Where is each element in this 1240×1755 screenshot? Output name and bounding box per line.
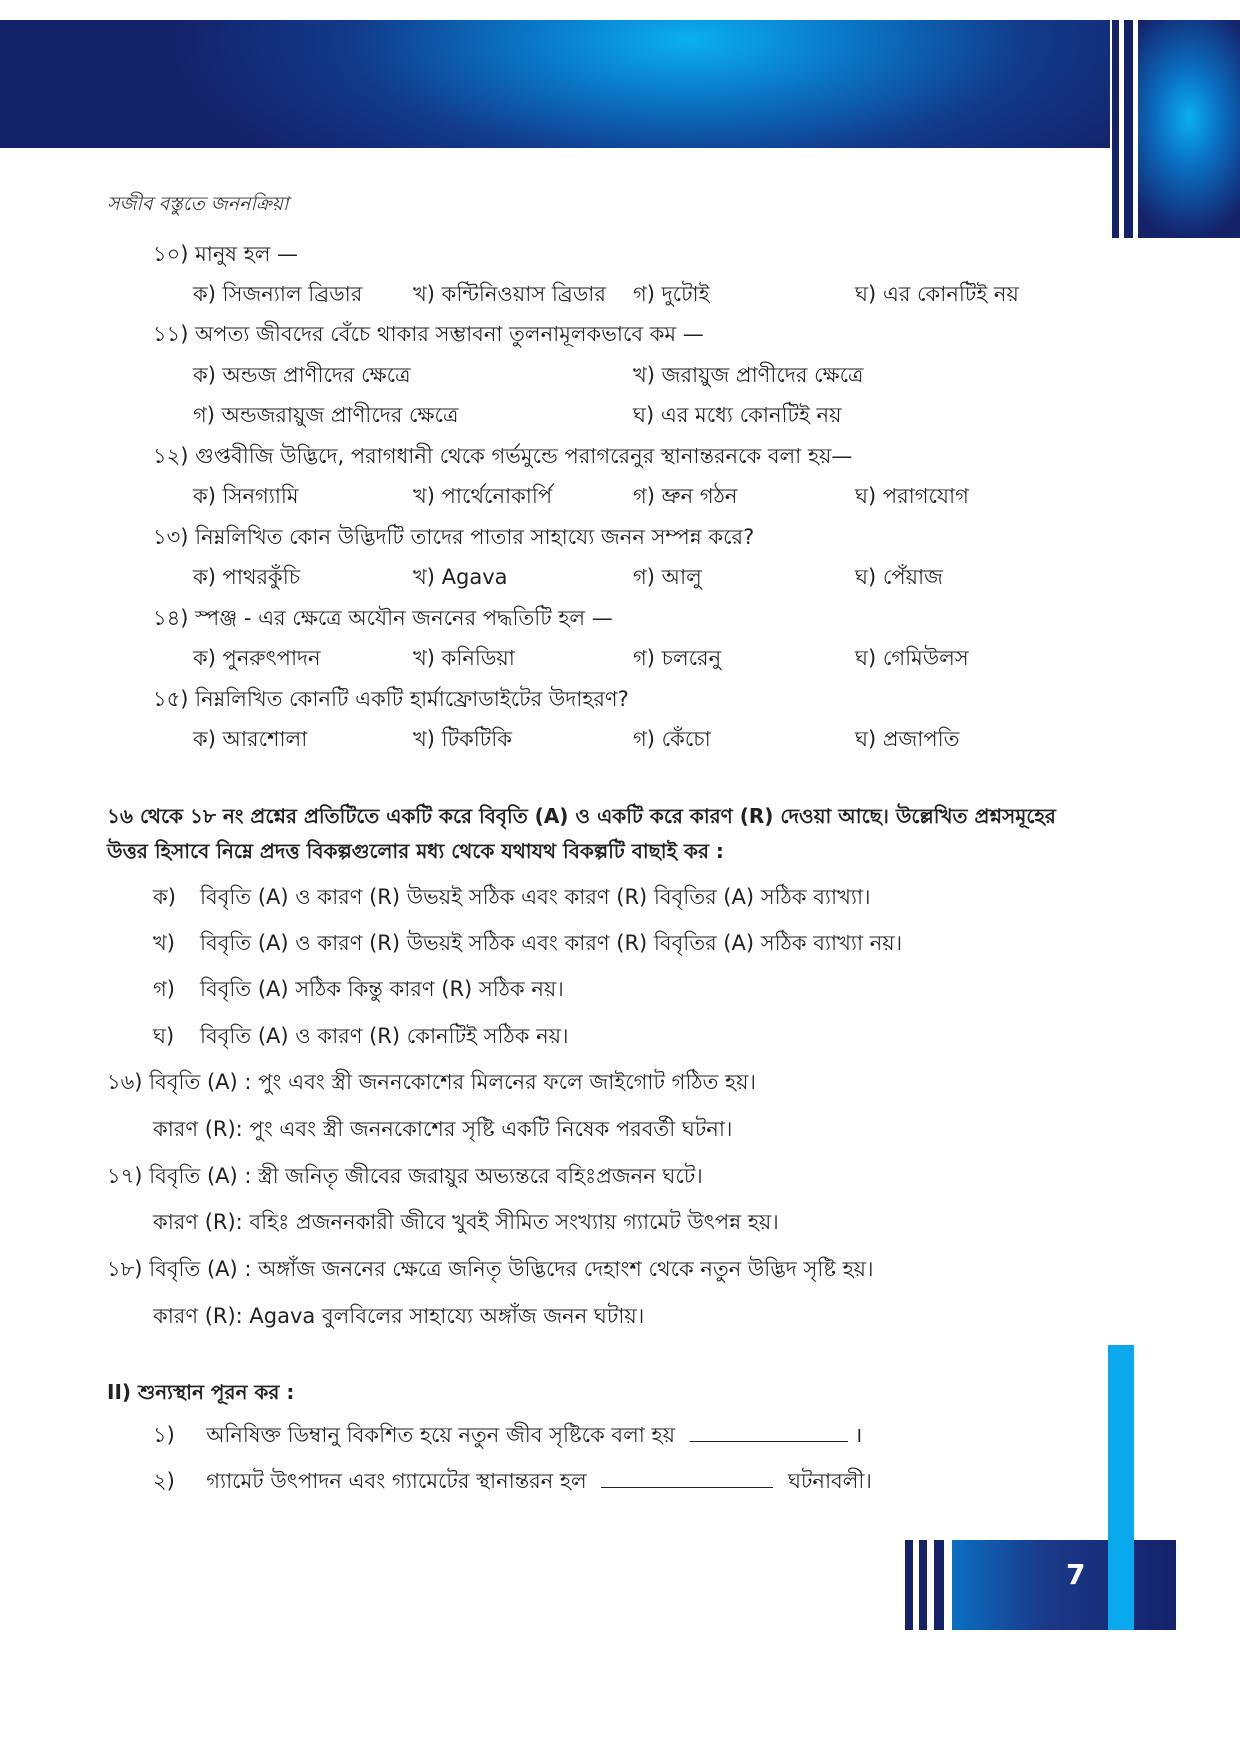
header-corner-box [1138,20,1240,238]
ar-option-key: ক) [153,885,176,909]
option: ক) অন্ডজ প্রাণীদের ক্ষেত্রে [193,363,411,387]
fill-item-text: অনিষিক্ত ডিম্বানু বিকশিত হয়ে নতুন জীব সৃষ্টিকে বলা হয় [206,1423,675,1447]
option: গ) আলু [633,565,702,589]
fill-item-number: ১) [153,1423,175,1447]
option: ঘ) প্রজাপতি [855,727,960,751]
ar-option-text: বিবৃতি (A) ও কারণ (R) উভয়ই সঠিক এবং কারণ (R) বিবৃতির (A) সঠিক ব্যাখ্যা নয়। [200,931,903,955]
header-banner [0,20,1110,148]
fill-item-suffix: ঘটনাবলী। [788,1469,872,1493]
option: ঘ) পেঁয়াজ [855,565,943,589]
option: ক) আরশোলা [193,727,308,751]
question-stem: ১২) গুপ্তবীজি উদ্ভিদে, পরাগধানী থেকে গর্ভমুন্ডে পরাগরেনুর স্থানান্তরনকে বলা হয়— [153,444,853,468]
option: খ) পার্থেনোকার্পি [413,484,553,508]
footer-stripe [934,1540,944,1630]
option: ক) পাথরকুঁচি [193,565,301,589]
ar-statement: ১৮) বিবৃতি (A) : অঙ্গাঁজ জননের ক্ষেত্রে জনিতৃ উদ্ভিদের দেহাংশ থেকে নতুন উদ্ভিদ সৃষ্টি হয়। [107,1257,874,1281]
ar-option-text: বিবৃতি (A) ও কারণ (R) কোনটিই সঠিক নয়। [200,1024,569,1048]
fill-item-text: গ্যামেট উৎপাদন এবং গ্যামেটের স্থানান্তরন হল [206,1469,587,1493]
option: খ) কন্টিনিওয়াস ব্রিডার [413,282,606,306]
fill-item [153,1425,862,1446]
option: ক) পুনরুৎপাদন [193,646,321,670]
fill-item-number: ২) [153,1469,175,1493]
blank-field[interactable] [690,1440,848,1442]
ar-reason: কারণ (R): Agava বুলবিলের সাহায্যে অঙ্গাঁজ জনন ঘটায়। [153,1304,645,1328]
option: খ) জরায়ুজ প্রাণীদের ক্ষেত্রে [633,363,864,387]
footer-stripe [919,1540,927,1630]
option: ঘ) পরাগযোগ [855,484,969,508]
ar-option-key: গ) [153,977,175,1001]
option: ঘ) এর মধ্যে কোনটিই নয় [633,403,842,427]
instruction-line: ১৬ থেকে ১৮ নং প্রশ্নের প্রতিটিতে একটি করে বিবৃতি (A) ও একটি করে কারণ (R) দেওয়া আছে। উল্লেখিত প্রশ্নসমূহের [107,804,1056,828]
blank-field[interactable] [601,1486,773,1488]
question-stem: ১০) মানুষ হল — [153,242,299,266]
ar-option-text: বিবৃতি (A) ও কারণ (R) উভয়ই সঠিক এবং কারণ (R) বিবৃতির (A) সঠিক ব্যাখ্যা। [200,885,871,909]
ar-reason: কারণ (R): পুং এবং স্ত্রী জননকোশের সৃষ্টি একটি নিষেক পরবর্তী ঘটনা। [153,1117,733,1141]
footer-cyan-bar [1108,1540,1134,1630]
option: গ) দুটোই [633,282,710,306]
option: গ) কেঁচো [633,727,711,751]
option: গ) ভ্রুন গঠন [633,484,738,508]
option: ঘ) এর কোনটিই নয় [855,282,1019,306]
fill-item [153,1471,872,1492]
ar-option-text: বিবৃতি (A) সঠিক কিন্তু কারণ (R) সঠিক নয়। [200,977,564,1001]
option: গ) অন্ডজরায়ুজ প্রাণীদের ক্ষেত্রে [193,403,459,427]
question-stem: ১১) অপত্য জীবদের বেঁচে থাকার সম্ভাবনা তুলনামূলকভাবে কম — [153,322,704,346]
option: ঘ) গেমিউলস [855,646,969,670]
question-stem: ১৪) স্পঞ্জ - এর ক্ষেত্রে অযৌন জননের পদ্ধতিটি হল — [153,606,613,630]
ar-reason: কারণ (R): বহিঃ প্রজননকারী জীবে খুবই সীমিত সংখ্যায় গ্যামেট উৎপন্ন হয়। [153,1210,779,1234]
option: খ) কনিডিয়া [413,646,515,670]
fill-item-suffix: । [854,1423,863,1447]
section-heading: II) শুন্যস্থান পূরন কর : [107,1380,295,1404]
option: খ) Agava [413,565,508,589]
header-stripe [1112,20,1119,238]
footer-stripe [905,1540,913,1630]
ar-statement: ১৭) বিবৃতি (A) : স্ত্রী জনিতৃ জীবের জরায়ুর অভ্যন্তরে বহিঃপ্রজনন ঘটে। [107,1164,703,1188]
ar-option-key: ঘ) [153,1024,175,1048]
running-head: সজীব বস্তুতে জননক্রিয়া [107,193,289,215]
question-stem: ১৫) নিম্নলিখিত কোনটি একটি হার্মাফ্রোডাইটের উদাহরণ? [153,687,629,711]
option: খ) টিকটিকি [413,727,512,751]
option: ক) সিনগ্যামি [193,484,299,508]
option: ক) সিজন্যাল ব্রিডার [193,282,363,306]
ar-option-key: খ) [153,931,175,955]
footer-page-box [952,1540,1176,1630]
option: গ) চলরেনু [633,646,722,670]
question-stem: ১৩) নিম্নলিখিত কোন উদ্ভিদটি তাদের পাতার সাহায্যে জনন সম্পন্ন করে? [153,525,755,549]
ar-statement: ১৬) বিবৃতি (A) : পুং এবং স্ত্রী জননকোশের মিলনের ফলে জাইগোট গঠিত হয়। [107,1070,756,1094]
instruction-line: উত্তর হিসাবে নিম্নে প্রদত্ত বিকল্পগুলোর মধ্য থেকে যথাযথ বিকল্পটি বাছাই কর : [107,839,724,863]
page-number: 7 [1066,1558,1086,1591]
header-stripe [1124,20,1133,238]
